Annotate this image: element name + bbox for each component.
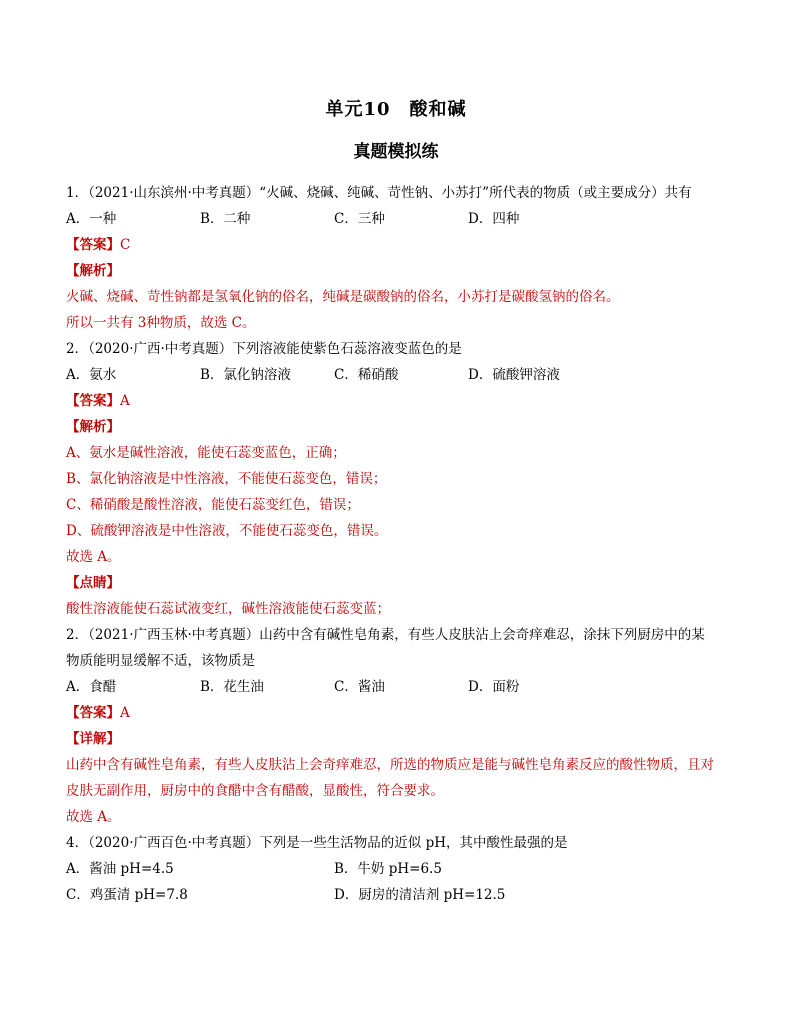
answer-label: 【答案】: [66, 393, 120, 409]
question-2-analysis-line: B、氯化钠溶液是中性溶液，不能使石蕊变色，错误；: [66, 471, 387, 487]
question-list: [66, 180, 726, 908]
question-1-stem: 1．（2021·山东滨州·中考真题）“火碱、烧碱、纯碱、苛性钠、小苏打”所代表的物质（或主要成分）共有: [66, 185, 692, 201]
question-2-analysis-line: D、硫酸钾溶液是中性溶液，不能使石蕊变色，错误。: [66, 523, 388, 539]
option-d: D．厨房的清洁剂 pH=12.5: [334, 887, 506, 903]
option-a: A．氨水: [66, 367, 117, 383]
option-c: C．鸡蛋清 pH=7.8: [66, 887, 188, 903]
question-2-analysis-label: 【解析】: [66, 419, 120, 435]
answer-value: A: [120, 705, 130, 721]
question-3-stem-line-1: 2．（2021·广西玉林·中考真题）山药中含有碱性皂角素，有些人皮肤沾上会奇痒难忍，涂抹下列厨房中的某: [66, 627, 705, 643]
question-2-analysis-line: C、稀硝酸是酸性溶液，能使石蕊变红色，错误；: [66, 497, 360, 513]
option-a: A．酱油 pH=4.5: [66, 861, 174, 877]
option-c: C．三种: [334, 211, 385, 227]
question-3-answer: [66, 700, 726, 726]
option-d: D．硫酸钾溶液: [468, 367, 560, 383]
question-2-analysis-line: 故选 A。: [66, 549, 121, 565]
question-4-options-row-1: [66, 856, 726, 882]
option-c: C．稀硝酸: [334, 367, 399, 383]
question-2-analysis-line: A、氨水是碱性溶液，能使石蕊变蓝色，正确；: [66, 445, 346, 461]
option-b: B．二种: [200, 211, 251, 227]
answer-label: 【答案】: [66, 237, 120, 253]
document-page: [66, 96, 726, 908]
option-b: B．氯化钠溶液: [200, 367, 291, 383]
question-3-options: [66, 674, 726, 700]
question-2-options: [66, 362, 726, 388]
question-4-options-row-2: [66, 882, 726, 908]
question-3-stem-line-2: 物质能明显缓解不适，该物质是: [66, 653, 255, 669]
option-d: D．四种: [468, 211, 520, 227]
question-2-point: 酸性溶液能使石蕊试液变红，碱性溶液能使石蕊变蓝；: [66, 601, 390, 617]
page-title: 单元10 酸和碱: [325, 99, 467, 120]
question-1-analysis-line: 所以一共有 3种物质，故选 C。: [66, 315, 256, 331]
option-b: B．牛奶 pH=6.5: [334, 861, 442, 877]
question-1-analysis-label: 【解析】: [66, 263, 120, 279]
option-a: A．一种: [66, 211, 117, 227]
answer-value: A: [120, 393, 130, 409]
option-c: C．酱油: [334, 679, 385, 695]
question-3-detail-label: 【详解】: [66, 731, 120, 747]
option-b: B．花生油: [200, 679, 264, 695]
question-1-options: [66, 206, 726, 232]
question-2-answer: [66, 388, 726, 414]
answer-value: C: [120, 237, 131, 253]
question-3-conclusion: 故选 A。: [66, 809, 121, 825]
question-2-stem: 2．（2020·广西·中考真题）下列溶液能使紫色石蕊溶液变蓝色的是: [66, 341, 462, 357]
option-a: A．食醋: [66, 679, 117, 695]
page-subtitle: 真题模拟练: [353, 142, 439, 162]
question-3-detail-line-1: 山药中含有碱性皂角素，有些人皮肤沾上会奇痒难忍，所选的物质应是能与碱性皂角素反应的酸性物质，且对: [66, 757, 714, 773]
option-d: D．面粉: [468, 679, 520, 695]
question-3-detail-line-2: 皮肤无副作用，厨房中的食醋中含有醋酸，显酸性，符合要求。: [66, 783, 444, 799]
answer-label: 【答案】: [66, 705, 120, 721]
question-1-answer: [66, 232, 726, 258]
question-4-stem: 4．（2020·广西百色·中考真题）下列是一些生活物品的近似 pH，其中酸性最强的是: [66, 835, 568, 851]
question-1-analysis-line: 火碱、烧碱、苛性钠都是氢氧化钠的俗名，纯碱是碳酸钠的俗名，小苏打是碳酸氢钠的俗名。: [66, 289, 620, 305]
question-2-point-label: 【点睛】: [66, 575, 120, 591]
